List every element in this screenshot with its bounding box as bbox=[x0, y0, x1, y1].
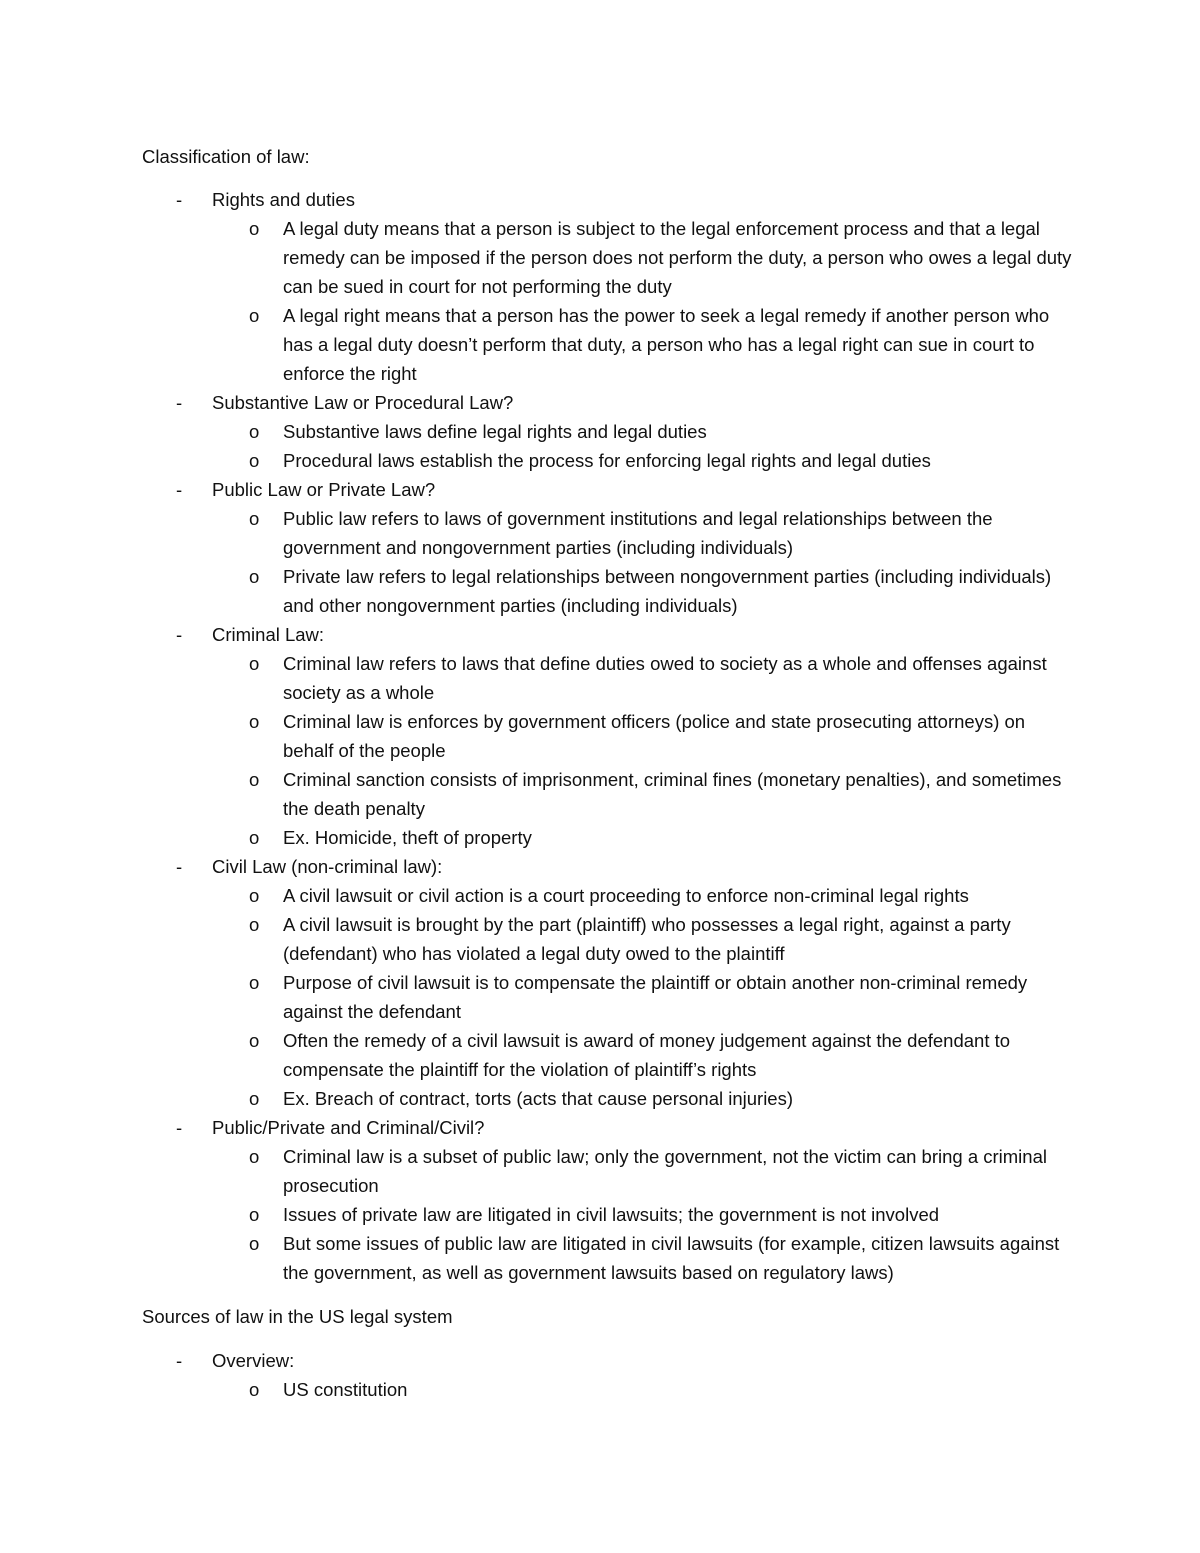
subitem-text: But some issues of public law are litigated in civil lawsuits (for example, citizen lawsuits against the government, as well as government lawsuits based on regulatory laws) bbox=[283, 1233, 1060, 1283]
circle-bullet: o bbox=[249, 885, 260, 906]
dash-bullet: - bbox=[176, 624, 183, 645]
circle-bullet: o bbox=[249, 711, 260, 732]
circle-bullet: o bbox=[249, 1204, 260, 1225]
outline-topic bbox=[176, 1346, 1200, 1375]
topic-title: Rights and duties bbox=[212, 189, 355, 210]
circle-bullet: o bbox=[249, 218, 260, 239]
subitem-text: Criminal law is enforces by government officers (police and state prosecuting attorneys) on behalf of the people bbox=[283, 711, 1026, 761]
circle-bullet: o bbox=[249, 769, 260, 790]
subitem-text: Ex. Breach of contract, torts (acts that cause personal injuries) bbox=[283, 1088, 794, 1109]
outline-subitem bbox=[249, 765, 1073, 823]
sources-outline bbox=[0, 1346, 1200, 1404]
circle-bullet: o bbox=[249, 1379, 260, 1400]
subitem-text: Criminal law is a subset of public law; only the government, not the victim can bring a criminal prosecution bbox=[283, 1146, 1047, 1196]
subitem-text: Often the remedy of a civil lawsuit is award of money judgement against the defendant to compensate the plaintiff for the violation of plaintiff’s rights bbox=[283, 1030, 1011, 1080]
topic-title: Overview: bbox=[212, 1350, 295, 1371]
circle-bullet: o bbox=[249, 508, 260, 529]
subitem-text: US constitution bbox=[283, 1379, 408, 1400]
subitem-text: Private law refers to legal relationships between nongovernment parties (including individuals) and other nongovernment parties (including individuals) bbox=[283, 566, 1052, 616]
subitem-text: A legal right means that a person has the power to seek a legal remedy if another person who has a legal duty doesn’t perform that duty, a person who has a legal right can sue in court to enforce the right bbox=[283, 305, 1050, 384]
section-heading-sources: Sources of law in the US legal system bbox=[142, 1306, 453, 1327]
outline-subitem bbox=[249, 1084, 1073, 1113]
outline-subitem bbox=[249, 1200, 1073, 1229]
circle-bullet: o bbox=[249, 305, 260, 326]
outline-subitem bbox=[249, 417, 1073, 446]
topic-title: Public/Private and Criminal/Civil? bbox=[212, 1117, 485, 1138]
topic-title: Public Law or Private Law? bbox=[212, 479, 436, 500]
outline-subitem bbox=[249, 1026, 1073, 1084]
subitem-text: A legal duty means that a person is subject to the legal enforcement process and that a legal remedy can be imposed if the person does not perform the duty, a person who owes a legal duty can be sued in court for not performing the duty bbox=[283, 218, 1072, 297]
outline-subitem bbox=[249, 968, 1073, 1026]
outline-subitem bbox=[249, 1142, 1073, 1200]
section-heading-classification: Classification of law: bbox=[142, 146, 310, 167]
dash-bullet: - bbox=[176, 1117, 183, 1138]
outline-subitem bbox=[249, 504, 1073, 562]
outline-topic bbox=[176, 1113, 1200, 1142]
subitem-text: Ex. Homicide, theft of property bbox=[283, 827, 532, 848]
outline-subitem bbox=[249, 301, 1073, 388]
dash-bullet: - bbox=[176, 479, 183, 500]
outline-topic bbox=[176, 388, 1200, 417]
outline-topic bbox=[176, 475, 1200, 504]
outline-topic bbox=[176, 852, 1200, 881]
subitem-text: Purpose of civil lawsuit is to compensate the plaintiff or obtain another non-criminal remedy against the defendant bbox=[283, 972, 1028, 1022]
subitem-text: A civil lawsuit is brought by the part (plaintiff) who possesses a legal right, against a party (defendant) who has violated a legal duty owed to the plaintiff bbox=[283, 914, 1011, 964]
circle-bullet: o bbox=[249, 421, 260, 442]
subitem-text: Criminal sanction consists of imprisonment, criminal fines (monetary penalties), and sometimes the death penalty bbox=[283, 769, 1062, 819]
outline-subitem bbox=[249, 823, 1073, 852]
circle-bullet: o bbox=[249, 1146, 260, 1167]
outline-subitem bbox=[249, 707, 1073, 765]
outline-subitem bbox=[249, 910, 1073, 968]
subitem-text: Procedural laws establish the process for enforcing legal rights and legal duties bbox=[283, 450, 931, 471]
subitem-text: Public law refers to laws of government institutions and legal relationships between the government and nongovernment parties (including individuals) bbox=[283, 508, 993, 558]
topic-title: Criminal Law: bbox=[212, 624, 325, 645]
circle-bullet: o bbox=[249, 827, 260, 848]
circle-bullet: o bbox=[249, 914, 260, 935]
circle-bullet: o bbox=[249, 1088, 260, 1109]
outline-subitem bbox=[249, 881, 1073, 910]
circle-bullet: o bbox=[249, 972, 260, 993]
circle-bullet: o bbox=[249, 450, 260, 471]
circle-bullet: o bbox=[249, 566, 260, 587]
outline-subitem bbox=[249, 1375, 1073, 1404]
outline-subitem bbox=[249, 446, 1073, 475]
outline-subitem bbox=[249, 562, 1073, 620]
outline-subitem bbox=[249, 214, 1073, 301]
circle-bullet: o bbox=[249, 653, 260, 674]
topic-title: Civil Law (non-criminal law): bbox=[212, 856, 443, 877]
dash-bullet: - bbox=[176, 856, 183, 877]
dash-bullet: - bbox=[176, 1350, 183, 1371]
classification-outline bbox=[0, 185, 1200, 1287]
outline-subitem bbox=[249, 1229, 1073, 1287]
outline-topic bbox=[176, 185, 1200, 214]
subitem-text: Issues of private law are litigated in civil lawsuits; the government is not involved bbox=[283, 1204, 940, 1225]
subitem-text: Criminal law refers to laws that define duties owed to society as a whole and offenses against society as a whole bbox=[283, 653, 1047, 703]
dash-bullet: - bbox=[176, 392, 183, 413]
dash-bullet: - bbox=[176, 189, 183, 210]
outline-topic bbox=[176, 620, 1200, 649]
outline-subitem bbox=[249, 649, 1073, 707]
subitem-text: Substantive laws define legal rights and legal duties bbox=[283, 421, 707, 442]
circle-bullet: o bbox=[249, 1233, 260, 1254]
subitem-text: A civil lawsuit or civil action is a court proceeding to enforce non-criminal legal rights bbox=[283, 885, 969, 906]
topic-title: Substantive Law or Procedural Law? bbox=[212, 392, 514, 413]
circle-bullet: o bbox=[249, 1030, 260, 1051]
